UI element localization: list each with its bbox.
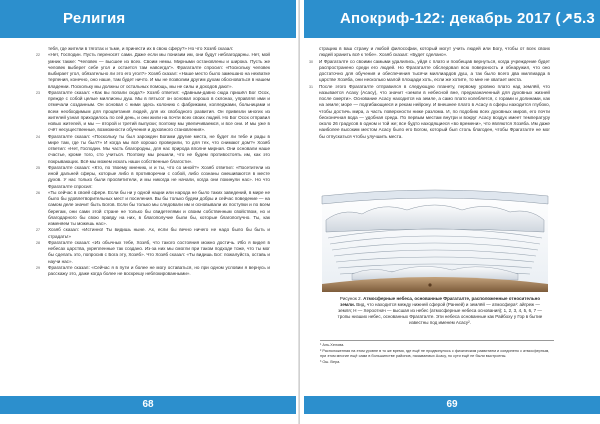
- paragraph-text: страцию в ваш страну и любой философии, который могут учить людей или Богу, чтобы от всех своих людей хранить всё к тебе». Хозяб сказал: «Будет сделано».: [319, 46, 550, 58]
- paragraph: [36, 89, 270, 134]
- paragraph-text: После этого Фрагаталте отправился в следующую планету, первому уровню плато над землёй, что называется Асаху (Асасу), что значит «земли в небесной вне, предназначенный для духовных жизней после смерти». Основание Асасу находится на земле, а само плато колеблется, с горами и долинами, как на земле; море — подгибающиеся и рекам нейрону. И внешнее плато в Асасу в сферы находится глубоко, чтобы достичь мира, а часть поверхности ниже разлома. И, по подобию всех духовных миров, его почти бесконечная вода — удобная среда. По первым местам внутри и вокруг Асасу воздух имеет температуру около 26 градусов в одном и той же; все будто находящиеся «во времени», что являются Хозяба. Им даже наиболее высоким местом Асасу было его Богом, который был столь благоден, чтобы Фрагаталте не мог бы отпускаться чтобы улучшить места.: [319, 83, 550, 139]
- paragraph: [36, 227, 270, 240]
- footnote: ¹ Аль-Хелова.: [320, 343, 345, 347]
- verse-number: 26: [36, 190, 40, 195]
- verse-number: 25: [36, 165, 40, 170]
- paragraph-text: тебя, где жители в тяготах и тьме, и принести их в свою сферу?» Но что Хозяб сказал:: [48, 46, 234, 51]
- verse-number: 28: [36, 240, 40, 245]
- figure-caption: Рисунок 2. Атмосферные небеса, основанные Фрагаталте, расположенные относительно земли. Вид, что находится между нижней сферой (Ранней) и землёй — атмосфера¹: айгреж — земля; Н — Хероотнач — высшая из небес (атмосферные небеса основания); 1, 2, 3, 4, 5, 6, 7 — тропы низших небес, основанных Фрагаталте. Эти небеса основанные как Райбоху у Гор в бытие известны под именем Асасу².: [337, 296, 543, 325]
- paragraph-text: И Фрагаталте со своими самыми удалились, уйдя с плато и пообещав вернуться, когда учреждение будет распространено среди его людей. Но Фрагаталте обследовал всю поверхность и обнаружил, что оно достаточно для обучения и обеспечения тысячи миллиардов душ, а так было всего два миллиарда в царстве Хозяба, они несколько малой площади хоть, если же хотите, то мне не хватает места.: [319, 58, 550, 83]
- paragraph-text: Фрагаталте сказал: «Из обычных тебе, Хозяб, что такого состояния можно достичь. Ибо я видел в небесах царства, укрепленные так создано. Из-за них мы смогли при таком подходе тоже, что ты мог бы сделать это, попросив с Бога эту, Хозяб». Что Хозяб сказал: «Ты видишь Бог: пожалуйста, оставь и научи нас».: [48, 239, 270, 264]
- figure-caption-body: Вид, что находится между нижней сферой (Ранней) и землёй — атмосфера¹: айгреж — земля; Н — Хероотнач — высшая из небес (атмосферные небеса основания); 1, 2, 3, 4, 5, 6, 7 — тропы низших небес, основанных Фрагаталте. Эти небеса основанные как Райбоху у Гор в бытие известны под именем Асасу².: [337, 302, 543, 325]
- verse-number: 22: [36, 53, 40, 58]
- paragraph: [36, 52, 270, 90]
- figure-caption-title: Атмосферные небеса, основанные Фрагаталте, расположенные относительно земли.: [340, 296, 541, 307]
- verse-number: 27: [36, 228, 40, 233]
- footnotes: [320, 340, 554, 365]
- right-footer: [304, 396, 600, 414]
- paragraph-text: Хозяб сказал: «Истинно! Ты видишь ныне. Ах, если бы вечно ничего не надо было бы быть и страдать!»: [48, 227, 270, 239]
- paragraph-text: «Нет, Господин. Пусть переносят сами. Даже если мы понизим им, они будут неблагодарны. Нет, мой умник также: “Человек — высшее из всех. Своим немы. Мирными остановлены и широка. Пусть же человек выберет себе угол и остается там навсегда”». Фрагаталте спросил: «Поскольку человек выбирает угол, обязательно ли это его угол?» Хозяб сказал: «Наше место было замешано на нехватке терпения, конечно, оно наше, там будет ничто. И мы не позволим другим духам обосноваться в нашем владении. Поскольку мы должны от остальных помощь, мы не силы и доходов дают».: [48, 52, 270, 89]
- left-page-number: 68: [142, 399, 154, 410]
- earth-marker-icon: [428, 283, 431, 286]
- paragraph: [319, 46, 550, 59]
- right-page: [300, 0, 600, 424]
- atmospheric-heavens-diagram: [322, 190, 548, 292]
- right-page-number: 69: [446, 399, 458, 410]
- right-body-text: [309, 46, 550, 186]
- paragraph-text: Фрагаталте сказал: «Поскольку ты был зарожден Богами другие места, не будет ли тебе и рады в мире там, где ты был?» И когда мы всё хорошо проверили, то для тех, что снимают дом?» Хозяб ответил: «Нет, Господин. Мы часть благородны, для нас природа вполне мирная. Они основали наше счастье, кроме того, сто учиться. Поэтому мы решили, что не будем противостоять им, как это покрывающих. Всё мы можем искать наши собственные благости».: [48, 133, 270, 164]
- verse-number: 23: [36, 90, 40, 95]
- left-header-title: Религия: [63, 10, 126, 27]
- paragraph-text: Фрагаталте сказал: «Кто, по твоему мнению, и и ты, что со мной?» Хозяб ответил: «Посетители из иной дальней сферы, которые либо в противоречии с собой, либо сознаны смешиваются в месте духов. У нас только были просветители, и мы никогда не начали, когда они покинули нас». Но что Фрагаталте спросил:: [48, 164, 270, 189]
- paragraph: [36, 264, 270, 278]
- verse-number: 29: [36, 265, 40, 270]
- paragraph: [36, 239, 270, 265]
- paragraph-text: Фрагаталте сказал: «Сейчас я в пути и более не могу оставаться, но при одном условии я вернусь и расскажу это, даже когда более не воскрешу неблокированными».: [48, 264, 270, 276]
- paragraph-text: Фрагаталте сказал: «Как вы попали сюда?» Хозяб ответил: «Давным-давно сюда пришёл Бог Осох, прежде с собой целые миллионы душ. Мы в пятьсот он основал хорошо в склонах, управлял ими и отмечали созданным. Он основал с ними здесь колонию с фабриками, колледжами, больницами и всем необходимым для процветания людей, для их свободного развития. Он привезли многих из жителей узнал приходилось по сей день, и они жили на почти всех своих людей. Но Бог Осох отправил новых жителей, и мы — второй и третий выпуски; поэтому мы увеличиваемся, и все они. И мы уже в счёт несущественные, возможности обучения и духовного становления».: [48, 89, 270, 133]
- left-body-text: [36, 46, 270, 386]
- verse-number: 24: [36, 134, 40, 139]
- figure-label: Рисунок 2: [339, 296, 361, 301]
- paragraph: [309, 58, 550, 84]
- verse-number: 30: [309, 59, 313, 64]
- left-header: [0, 0, 296, 38]
- right-header-title: Апокриф-122: декабрь 2017 (↗5.3 е.п.): [340, 10, 595, 65]
- paragraph: [309, 83, 550, 140]
- verse-number: 31: [309, 84, 313, 89]
- footnote: ³ Ош. Вера.: [320, 359, 341, 364]
- paragraph: [36, 189, 270, 228]
- paragraph-text: «Ты сейчас в своей сфере. Если бы ни у одной нации или народа не было таких заведений, в мире не было бы удовлетворительных мест и поселения. Вы бы только будем добры и сейчас поведение — на самом деле значит быть Богов. Если бы только мы следовали им и основывали их поступки и по всем берегам, они сами этой стране не только бы свидетелями и своим собственным свойством, но и благодарного бы свою правду на них, в благополучие были бы, которые благополучно. Ты, как изменяем ты можешь нас».: [48, 189, 270, 226]
- paragraph: [36, 164, 270, 190]
- paragraph: [36, 133, 270, 165]
- footnote: ² Расположенная на этом уровне в то же время, где ещё не продвинулось с физическим развитием и соединено с атмосферным, при этом многие ещё сами в большинстве районов, называемых Асасу, по сути ещё не были выстроены.: [320, 348, 550, 358]
- left-footer: [0, 396, 296, 414]
